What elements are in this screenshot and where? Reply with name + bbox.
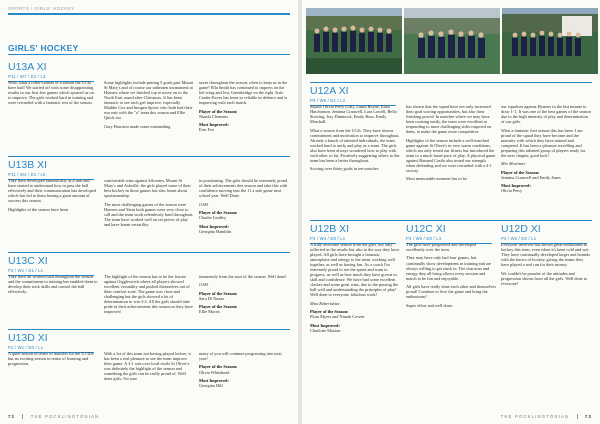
accolade-label: Player of the Season: [199, 290, 238, 296]
footer-left [8, 414, 99, 419]
right-page [302, 0, 600, 424]
team-results: P3 / W0 / D0 / L3 [406, 236, 492, 244]
body-text: GAH [199, 201, 208, 207]
body-text: many of you will continue progressing into next year! [199, 351, 282, 362]
text-column [199, 274, 289, 326]
team-photo-1 [306, 8, 402, 74]
team-name: U12D XI [501, 224, 541, 235]
footer-right [501, 414, 592, 419]
section-divider [310, 82, 592, 83]
team-header [8, 160, 290, 180]
text-column [501, 104, 591, 220]
body-text: our equaliser against Hymers in the last minute to draw 1-1. It was one of the best games of the season due to the high intensity of play and determination of our girls. [501, 104, 591, 125]
text-column [104, 80, 194, 150]
body-text: A truly awesome season from the girls, not only reflected in the results but also in the way they have played. All girls have brought a fantastic atmosphere and energy to the team, working well together, as well as having fun. As a coach I'm extremely proud to see the speed and want to progress, as well as how much they have grown in skill and confidence. We have had some excellent clashes and some great wins, due to the passing the ball well and understanding the principles of play! Well done to everyone, fabulous work! [310, 242, 400, 298]
text-column [8, 80, 98, 150]
body-text: Gary Harrison made some outstanding [104, 123, 171, 129]
body-text: They may have only had four games, but continually show development in training and are always willing to get stuck in. The character and energy they all bring allows every session and match to be fun and enjoyable. [406, 255, 492, 281]
body-text: What a season from the U12s. They have shown commitment and motivation to improve throughout. Already a bunch of talented individuals, the team worked hard to unify and play as a team. The girls also have been always wondered how to play with each other so far. Positively suggesting others to the team has been a better throughout. [310, 127, 400, 163]
body-text: They have developed fantastically as a unit and have started to understand how to pass the ball effectively and their communication has developed which has led to them having a great amount of success this season. [8, 178, 96, 204]
team-header [406, 224, 496, 244]
body-text: The most challenging games of the season were Hymers and Yarm both games were very close to call and the team work relentlessly hard throughout. The team have worked well on set pieces of play and have learnt versatility [104, 201, 194, 227]
body-text: Some highlights include putting 5 goals past Mount St Mary's and of course our unbeaten tournament at Hymers where we finished top to move on to the North East round after Christmas. It has been fantastic to see each girl improve, especially Maddie Cox and Imogen Spicer who both had their run outs with the "a" team this season and Ellie Quick too. [104, 80, 193, 121]
team-header [8, 333, 290, 353]
text-column [104, 274, 194, 326]
body-text: Wow, what a roller-coaster of a season the U13a have had! We started off with some disappointing results in our first few games which spurred us on to improve. The girls worked hard in training and were rewarded with a fantastic rest of the season. [8, 80, 94, 106]
body-text: Highlights of the season have been [8, 206, 69, 212]
body-text: All girls have really done each other and themselves proud! Continue to love the game and bring the enthusiasm! [406, 284, 496, 300]
accolade-value: Olivia Whitehead [199, 369, 230, 375]
body-text: What a fantastic first season this has been. I am proud of the squad they have become and the maturity with which they have trained and competed. It has been a pleasure travelling and preparing this talented group of players ready for the next chapter, good luck! [501, 127, 586, 158]
body-text: has shown that the squad have not only increased their goal scoring opportunities, but also their finishing power! In matches where we may have been cruising easily, the team were excellent at responding to more challenging sides imposed on them, to make the game more competitive. [406, 104, 492, 135]
section-divider [310, 220, 592, 221]
body-text: saves throughout the season, often to keep us in the game! Ella Smith has continued to impress on the left wing and Jess Greenbridge on the right. Issie Carder-Eaves has been so reliable in defence and is improving with each match. [199, 80, 288, 106]
body-text: Highlights of the season include a well-matched game against St Olave's in very warm conditions, which not only tested our fitness but introduced the team to a much faster pace of play. A physical game against Barnard Castle also tested our strength when defending and we were rewarded with a 4-1 victory. [406, 137, 496, 173]
accolade-label: Player of the Season: [501, 169, 540, 175]
accolade-value: Olivia Perry [501, 188, 523, 194]
body-text: in positioning. The girls should be extremely proud of their achievements this season and take this with confidence moving into the 11 a side game next school year. Well Done. [199, 178, 288, 199]
body-text: immensely from the start of the season. Well done! [199, 274, 287, 279]
accolade-label: Most Improved: [199, 377, 229, 383]
body-text: Squad: Olivia Perry (GK), Laura Boyde, Eliza Hutchinson, Jemima Cranwell, Lara Lowell, Bella Stowing, Issy Dimmock, Emily Ross, Emily Marshall. [310, 104, 397, 125]
accolade-label: Most Improved: [501, 183, 531, 189]
text-column [406, 242, 496, 406]
team-name: U12B XI [310, 224, 350, 235]
accolade-label: Most Improved: [310, 322, 340, 328]
section-divider [8, 329, 290, 330]
body-text: Miss Robertshaw [310, 300, 340, 306]
team-name: U13C XI [8, 256, 48, 267]
accolade-value: Niamh Clements [199, 113, 228, 119]
accolade-label: Player of the Season: [199, 304, 238, 310]
page-number: 72 [8, 414, 16, 419]
team-name: U12A XI [310, 86, 349, 97]
team-header [310, 224, 400, 244]
body-text: comfortable wins against Silcoates, Mount St Mary's and Ashville: the girls played some of their best hockey in those games but also learnt about sportsmanship. [104, 178, 191, 199]
text-column [199, 80, 289, 150]
title-rule [8, 54, 290, 55]
accolade-value: Ellie Morris [199, 309, 220, 315]
footer-title: THE POCKLINGTONIAN [30, 414, 100, 419]
text-column [104, 178, 194, 250]
accolade-label: Most Improved: [199, 223, 229, 229]
header-rule [8, 13, 290, 15]
team-header [8, 62, 290, 82]
team-results: P3 / W2 / D0 / L1 [501, 236, 587, 244]
body-text: Super effort and well done. [406, 302, 453, 308]
team-photo-2 [404, 8, 500, 74]
footer-divider [577, 414, 578, 419]
accolade-label: Player of the Season: [199, 210, 238, 216]
body-text: Everyone involved has shown great enthusiasm to hockey this term, even when it's been cold and wet. They have continually developed larger and bounds with the basics of hockey, giving the teams they have played a real run for their money. [501, 242, 590, 268]
body-text: The girls have progressed and developed excellently over the term. [406, 242, 477, 253]
body-text: The highlight of the season has to be the fixture against Giggleswick where all players showed excellent versatility and pushed themselves out of their comfort zone. The game was close and challenging but the girls showed a lot of determination to win 3-2. All the girls should take pride in their achievements this season as they have improved [104, 274, 193, 315]
text-column [310, 104, 400, 220]
page-number: 73 [584, 414, 592, 419]
team-results: P3 / W1 / D1 / L1 [8, 268, 94, 276]
team-header [501, 224, 591, 244]
accolade-value: Georgina Hamblin [199, 228, 232, 234]
team-header [310, 86, 592, 106]
left-page [0, 0, 298, 424]
footer-divider [22, 414, 23, 419]
text-column [501, 242, 591, 406]
team-photo-3 [502, 8, 598, 74]
body-text: GAH [199, 282, 208, 288]
team-results: P11 / W7 / D1 / L3 [8, 74, 94, 82]
accolade-value: Charlotte Maxton [310, 327, 341, 333]
team-results: P2 / W1 / D0 / L1 [8, 345, 94, 353]
body-text: They have all worked hard throughout the season and the commitment to training has enabled them to develop their stick skills and control the ball effectively. [8, 274, 98, 295]
team-name: U13B XI [8, 160, 48, 171]
accolade-value: Charlie Lindley [199, 215, 227, 221]
team-name: U13D XI [8, 333, 48, 344]
section-divider [8, 156, 290, 157]
accolade-value: Jemima Cranwell and Emily Jones [501, 174, 561, 180]
text-column [8, 351, 98, 411]
body-text: With a lot of this team not having played before, it has been a real pleasure to see the team improve their game. A 3-1 win over local rivals St Oliver's was definitely the highlight of the season and something the girls can be really proud of. Well done girls, I'm sure [104, 351, 191, 382]
accolade-value: Georgina Hill [199, 383, 223, 389]
team-results: P9 / W6 / D1 / L2 [310, 98, 396, 106]
text-column [199, 351, 289, 411]
body-text: A quiet season in terms of matches for the U13Ds but an exciting season in terms of learning and progression. [8, 351, 94, 367]
body-text: Most memorable moment has to be [406, 176, 467, 182]
text-column [199, 178, 289, 250]
team-header [8, 256, 290, 276]
team-name: U12C XI [406, 224, 446, 235]
footer-title: THE POCKLINGTONIAN [500, 414, 570, 419]
text-column [406, 104, 496, 220]
body-text: Mrs Mortimer [501, 161, 526, 167]
accolade-value: Flora Myers and Niamh Cowen [310, 314, 365, 320]
section-label: SPORTS / GIRLS' HOCKEY [8, 6, 75, 11]
text-column [310, 242, 400, 406]
team-results: P3 / W4 / D0 / L1 [310, 236, 396, 244]
text-column [8, 274, 98, 326]
text-column [8, 178, 98, 250]
accolade-value: Sara Di Nuzzo [199, 295, 225, 301]
text-column [104, 351, 194, 411]
section-divider [8, 252, 290, 253]
team-results: P11 / W4 / D1 / L6 [8, 172, 94, 180]
accolade-label: Player of the Season: [199, 364, 238, 370]
body-text: Scoring over thirty goals in ten matches [310, 166, 379, 172]
accolade-value: Erin Fox [199, 127, 215, 133]
page-title: GIRLS' HOCKEY [8, 43, 79, 53]
team-name: U13A XI [8, 62, 47, 73]
body-text: We couldn't be prouder of the attitudes and progression shown from all the girls. Well done to everyone! [501, 270, 588, 286]
accolade-label: Player of the Season: [310, 309, 349, 315]
accolade-label: Player of the Season: [199, 108, 238, 114]
accolade-label: Most Improved: [199, 122, 229, 128]
